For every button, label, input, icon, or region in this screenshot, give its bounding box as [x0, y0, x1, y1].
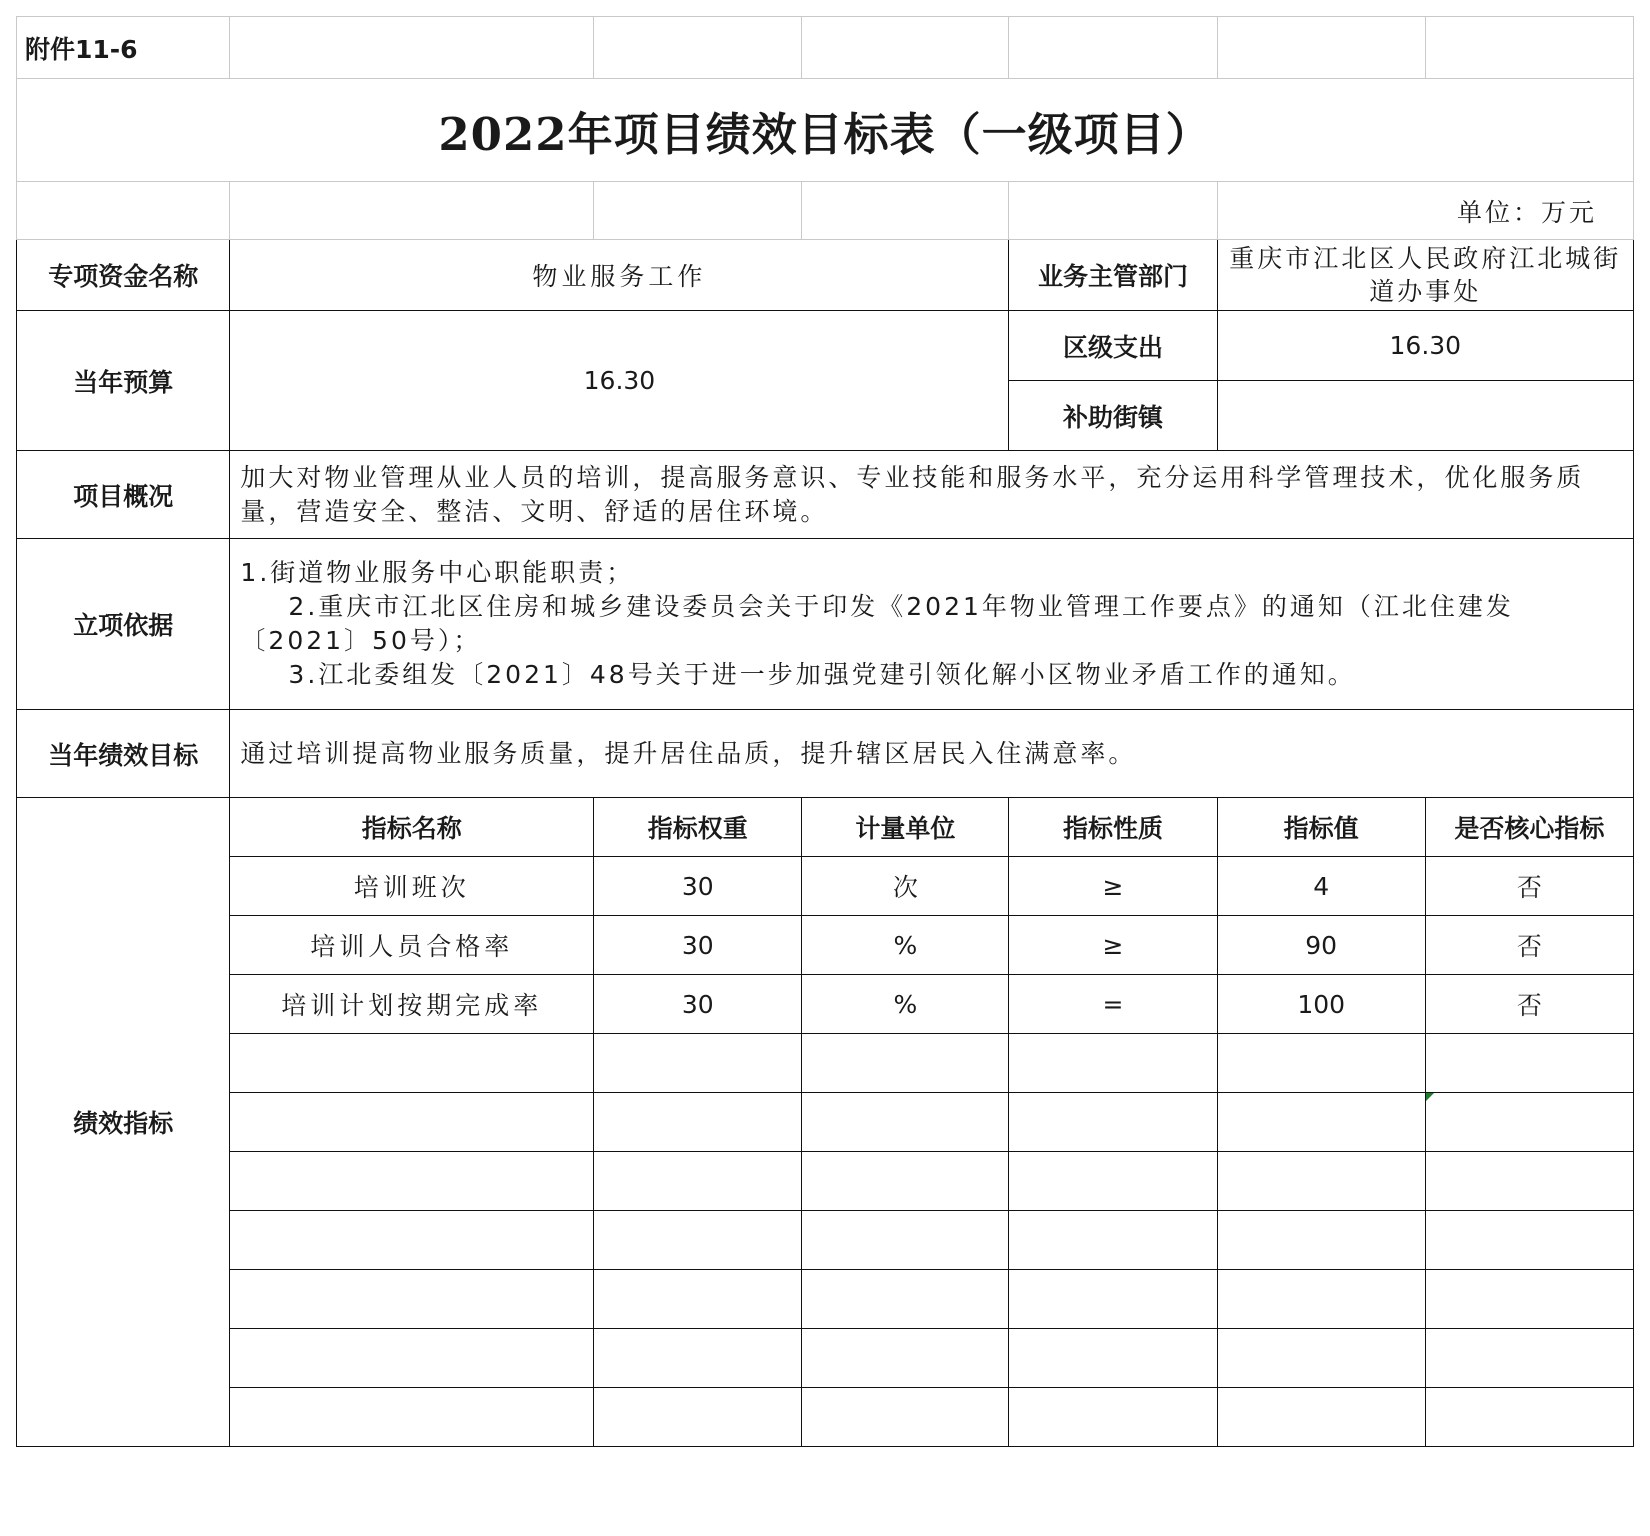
- indicator-cell: 否: [1425, 975, 1633, 1034]
- basis-line: 3.江北委组发〔2021〕48号关于进一步加强党建引领化解小区物业矛盾工作的通知。: [288, 660, 1356, 689]
- indicator-cell: ≥: [1009, 916, 1217, 975]
- empty-cell: [230, 182, 594, 240]
- empty-cell: [1425, 17, 1633, 79]
- indicator-header: 计量单位: [802, 798, 1009, 857]
- goal-text: 通过培训提高物业服务质量，提升居住品质，提升辖区居民入住满意率。: [230, 710, 1634, 798]
- district-label: 区级支出: [1009, 311, 1217, 381]
- indicator-cell: %: [802, 916, 1009, 975]
- indicator-header: 指标权重: [594, 798, 802, 857]
- basis-text: [230, 539, 1634, 710]
- empty-cell: [230, 17, 594, 79]
- indicators-label: 绩效指标: [17, 798, 230, 1447]
- indicator-cell: ≥: [1009, 857, 1217, 916]
- empty-row: [17, 1329, 1634, 1388]
- basis-line: 2.重庆市江北区住房和城乡建设委员会关于印发《2021年物业管理工作要点》的通知（江北住建发〔2021〕50号）；: [240, 592, 1514, 655]
- fund-name-label: 专项资金名称: [17, 240, 230, 311]
- performance-target-table: [16, 16, 1634, 1447]
- empty-cell: [1009, 182, 1217, 240]
- empty-cell: [594, 17, 802, 79]
- indicator-cell: 30: [594, 916, 802, 975]
- empty-row: [17, 1270, 1634, 1329]
- indicator-cell: 培训班次: [230, 857, 594, 916]
- dept-label: 业务主管部门: [1009, 240, 1217, 311]
- indicator-cell: 否: [1425, 916, 1633, 975]
- empty-cell: [802, 17, 1009, 79]
- comment-cell: [1425, 1093, 1633, 1152]
- page-title: 2022年项目绩效目标表（一级项目）: [17, 79, 1634, 182]
- basis-line: 1.街道物业服务中心职能职责；: [240, 558, 635, 587]
- fund-name-value: 物业服务工作: [230, 240, 1009, 311]
- table-row: [17, 975, 1634, 1034]
- empty-row: [17, 1093, 1634, 1152]
- basis-label: 立项依据: [17, 539, 230, 710]
- overview-text: 加大对物业管理从业人员的培训，提高服务意识、专业技能和服务水平，充分运用科学管理技术，优化服务质量，营造安全、整洁、文明、舒适的居住环境。: [230, 451, 1634, 539]
- indicator-cell: 次: [802, 857, 1009, 916]
- indicator-header: 指标性质: [1009, 798, 1217, 857]
- indicator-cell: 100: [1217, 975, 1425, 1034]
- indicator-cell: 培训人员合格率: [230, 916, 594, 975]
- indicator-cell: 90: [1217, 916, 1425, 975]
- dept-value: 重庆市江北区人民政府江北城街道办事处: [1217, 240, 1633, 311]
- empty-cell: [802, 182, 1009, 240]
- indicator-cell: =: [1009, 975, 1217, 1034]
- overview-label: 项目概况: [17, 451, 230, 539]
- unit-label: 单位：万元: [1217, 182, 1633, 240]
- table-row: [17, 916, 1634, 975]
- indicator-cell: %: [802, 975, 1009, 1034]
- indicator-cell: 否: [1425, 857, 1633, 916]
- empty-cell: [17, 182, 230, 240]
- attachment-label: 附件11-6: [17, 17, 230, 79]
- empty-row: [17, 1152, 1634, 1211]
- comment-marker-icon: [1426, 1093, 1434, 1101]
- empty-row: [17, 1388, 1634, 1447]
- indicator-cell: 30: [594, 857, 802, 916]
- goal-label: 当年绩效目标: [17, 710, 230, 798]
- district-value: 16.30: [1217, 311, 1633, 381]
- indicator-header: 是否核心指标: [1425, 798, 1633, 857]
- indicator-header: 指标值: [1217, 798, 1425, 857]
- budget-value: 16.30: [230, 311, 1009, 451]
- indicator-cell: 4: [1217, 857, 1425, 916]
- indicator-cell: 30: [594, 975, 802, 1034]
- empty-row: [17, 1034, 1634, 1093]
- subsidy-value: [1217, 381, 1633, 451]
- empty-cell: [594, 182, 802, 240]
- budget-label: 当年预算: [17, 311, 230, 451]
- indicator-cell: 培训计划按期完成率: [230, 975, 594, 1034]
- empty-cell: [1217, 17, 1425, 79]
- empty-cell: [1009, 17, 1217, 79]
- empty-row: [17, 1211, 1634, 1270]
- subsidy-label: 补助街镇: [1009, 381, 1217, 451]
- indicator-header: 指标名称: [230, 798, 594, 857]
- table-row: [17, 857, 1634, 916]
